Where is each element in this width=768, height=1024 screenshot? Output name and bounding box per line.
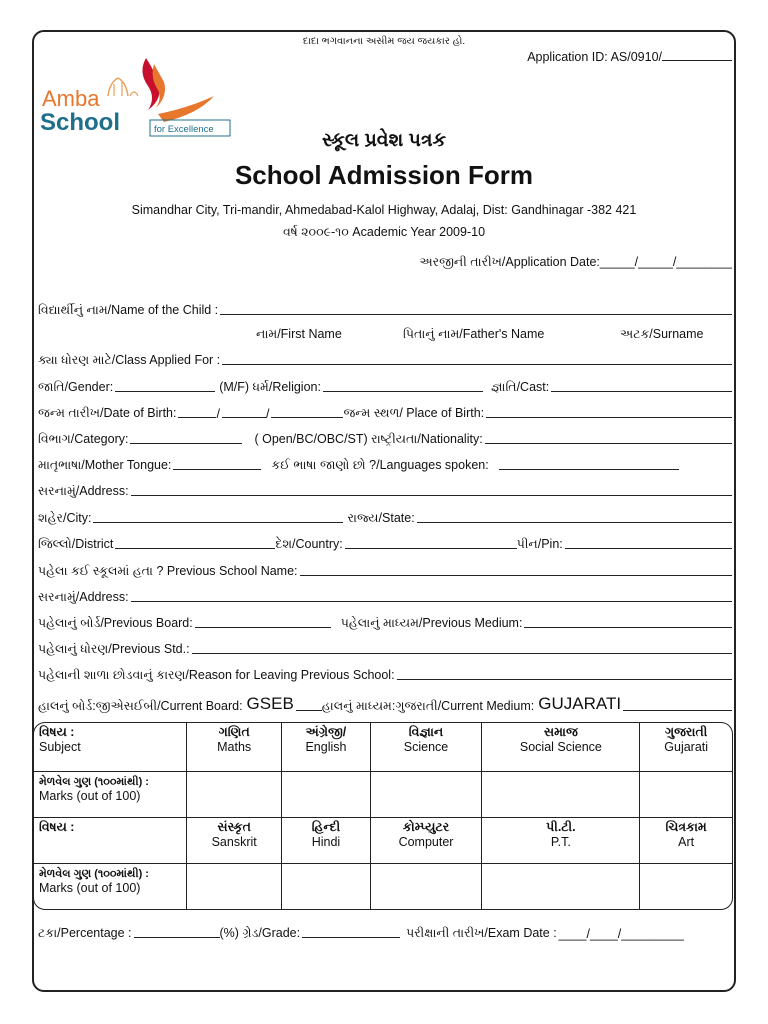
subject-science: વિજ્ઞાન Science: [370, 723, 482, 771]
percentage-input[interactable]: [134, 926, 220, 938]
class-applied-label: ક્યા ધોરણ માટે/Class Applied For :: [38, 353, 221, 367]
reason-leaving-row: [38, 665, 732, 683]
logo-word-amba: Amba: [42, 86, 100, 111]
category-input[interactable]: [130, 432, 242, 444]
place-of-birth-label: જન્મ સ્થળ/ Place of Birth:: [343, 406, 485, 420]
mother-tongue-row: [38, 455, 732, 473]
subject-social-science: સમાજ Social Science: [482, 723, 640, 771]
logo-word-school: School: [40, 109, 121, 136]
child-name-input[interactable]: [220, 303, 732, 315]
class-applied-input[interactable]: [222, 353, 732, 365]
district-input[interactable]: [115, 537, 275, 549]
caste-label: જ્ઞાતિ/Cast:: [490, 380, 550, 394]
marks-computer-input[interactable]: [370, 863, 482, 909]
previous-board-row: [38, 613, 732, 631]
marks-row-1: [34, 771, 732, 817]
marks-label-cell: [34, 771, 187, 817]
subject-sanskrit: સંસ્કૃત Sanskrit: [187, 817, 282, 863]
mother-tongue-input[interactable]: [173, 458, 261, 470]
previous-std-label: પહેલાનું ધોરણ/Previous Std.:: [38, 642, 190, 656]
current-board-value: GSEB: [246, 694, 294, 713]
marks-label-cell-2: [34, 863, 187, 909]
address-row: [38, 481, 732, 499]
district-row: [38, 534, 732, 552]
subject-label-cell: [34, 723, 187, 771]
first-name-caption: નામ/First Name: [256, 327, 342, 341]
application-id[interactable]: [527, 50, 732, 64]
percentage-row: [38, 923, 732, 941]
subject-art: ચિત્રકામ Art: [640, 817, 732, 863]
marks-label-guj: મેળવેલ ગુણ (૧૦૦માંથી) :: [39, 775, 149, 788]
city-row: [38, 508, 732, 526]
city-label: શહેર/City:: [38, 511, 92, 525]
state-input[interactable]: [417, 511, 732, 523]
previous-std-input[interactable]: [192, 642, 732, 654]
marks-sanskrit-input[interactable]: [187, 863, 282, 909]
previous-std-row: [38, 639, 732, 657]
nationality-label: ( Open/BC/OBC/ST) રાષ્ટ્રીયતા/Nationality:: [254, 432, 483, 446]
languages-input[interactable]: [499, 458, 679, 470]
marks-art-input[interactable]: [640, 863, 732, 909]
marks-table: [33, 722, 733, 910]
application-date-field[interactable]: અરજીની તારીખ/Application Date:_____/_____/________: [419, 255, 732, 269]
surname-caption: અટક/Surname: [620, 327, 704, 341]
current-board-label: હાલનું બોર્ડ:જીએસઈબી/Current Board:: [38, 699, 243, 713]
subject-label-cell-2: [34, 817, 187, 863]
mother-tongue-label: માતૃભાષા/Mother Tongue:: [38, 458, 172, 472]
religion-input[interactable]: [323, 380, 483, 392]
reason-leaving-input[interactable]: [397, 668, 732, 680]
marks-science-input[interactable]: [370, 771, 482, 817]
subject-label-en: Subject: [39, 740, 81, 754]
marks-label-en-2: Marks (out of 100): [39, 880, 141, 895]
blessing-text: દાદા ભગવાનના અસીમ જય જયકાર હો.: [302, 36, 466, 47]
current-board-blank[interactable]: [296, 699, 322, 711]
school-address: Simandhar City, Tri-mandir, Ahmedabad-Kalol Highway, Adalaj, Dist: Gandhinagar -382 421: [131, 203, 637, 217]
class-applied-row: [38, 350, 732, 368]
dob-year-input[interactable]: [271, 406, 343, 418]
prev-address-label: સરનામું/Address:: [38, 590, 129, 604]
marks-label-guj-2: મેળવેલ ગુણ (૧૦૦માંથી) :: [39, 867, 149, 880]
pin-input[interactable]: [565, 537, 732, 549]
subject-maths: ગણિત Maths: [187, 723, 282, 771]
subject-hindi: હિન્દી Hindi: [282, 817, 370, 863]
district-label: જિલ્લો/District: [38, 537, 114, 551]
child-name-label: વિદ્યાર્થીનું નામ/Name of the Child :: [38, 303, 219, 317]
current-medium-blank[interactable]: [623, 699, 732, 711]
percentage-label: ટકા/Percentage :: [38, 926, 132, 940]
exam-date-input[interactable]: ____/____/_________: [558, 927, 684, 941]
marks-english-input[interactable]: [282, 771, 370, 817]
title-gujarati: સ્કૂલ પ્રવેશ પત્રક: [322, 130, 446, 151]
previous-school-input[interactable]: [300, 564, 732, 576]
current-medium-label: હાલનું માધ્યમ:ગુજરાતી/Current Medium:: [321, 699, 535, 713]
previous-school-row: [38, 561, 732, 579]
country-input[interactable]: [345, 537, 517, 549]
address-input[interactable]: [131, 484, 732, 496]
prev-address-input[interactable]: [131, 590, 732, 602]
prev-address-row: [38, 587, 732, 605]
dob-day-input[interactable]: [178, 406, 216, 418]
gender-label: જાતિ/Gender:: [38, 380, 114, 394]
subject-pt: પી.ટી. P.T.: [482, 817, 640, 863]
previous-board-input[interactable]: [195, 616, 331, 628]
subject-label-guj: વિષય :: [39, 725, 75, 739]
religion-label: (M/F) ધર્મ/Religion:: [219, 380, 321, 394]
marks-pt-input[interactable]: [482, 863, 640, 909]
grade-label: (%) ગ્રેડ/Grade:: [219, 926, 301, 940]
address-label: સરનામું/Address:: [38, 484, 129, 498]
dob-month-input[interactable]: [222, 406, 266, 418]
subject-label-guj-2: વિષય :: [39, 819, 75, 834]
subject-computer: કોમ્પ્યુટર Computer: [370, 817, 482, 863]
pin-label: પીન/Pin:: [516, 537, 563, 551]
marks-hindi-input[interactable]: [282, 863, 370, 909]
current-medium-value: GUJARATI: [538, 694, 622, 713]
marks-social-science-input[interactable]: [482, 771, 640, 817]
dob-slash-2: /: [265, 407, 270, 421]
previous-medium-input[interactable]: [524, 616, 732, 628]
marks-gujarati-input[interactable]: [640, 771, 732, 817]
previous-medium-label: પહેલાનું માધ્યમ/Previous Medium:: [340, 616, 523, 630]
subject-row-2: [34, 817, 732, 863]
logo-tagline: for Excellence: [154, 124, 214, 135]
marks-row-2: [34, 863, 732, 909]
page-title: School Admission Form: [234, 160, 534, 190]
subject-gujarati: ગુજરાતી Gujarati: [640, 723, 732, 771]
subject-english: અંગ્રેજી/ English: [282, 723, 370, 771]
marks-maths-input[interactable]: [187, 771, 282, 817]
marks-label-en: Marks (out of 100): [39, 788, 141, 803]
languages-label: કઈ ભાષા જાણો છો ?/Languages spoken:: [271, 458, 489, 472]
subject-row-1: [34, 723, 732, 771]
dob-slash-1: /: [216, 407, 220, 421]
country-label: દેશ/Country:: [275, 537, 343, 551]
caste-input[interactable]: [551, 380, 732, 392]
category-row: [38, 429, 732, 447]
gender-row: [38, 377, 732, 395]
academic-year: વર્ષ ૨૦૦૯-૧૦ Academic Year 2009-10: [282, 225, 486, 239]
dob-row: [38, 403, 732, 421]
current-board-row: [38, 694, 732, 714]
gender-input[interactable]: [115, 380, 215, 392]
reason-leaving-label: પહેલાની શાળા છોડવાનું કારણ/Reason for Leaving Previous School:: [38, 668, 395, 682]
fathers-name-caption: પિતાનું નામ/Father's Name: [403, 327, 545, 341]
dob-label: જન્મ તારીખ/Date of Birth:: [38, 406, 177, 420]
city-input[interactable]: [93, 511, 343, 523]
place-of-birth-input[interactable]: [486, 406, 732, 418]
child-name-row: [38, 300, 732, 318]
category-label: વિભાગ/Category:: [38, 432, 129, 446]
exam-date-label: પરીક્ષાની તારીખ/Exam Date :: [406, 926, 557, 940]
state-label: રાજ્ય/State:: [347, 511, 415, 525]
previous-board-label: પહેલાનું બોર્ડ/Previous Board:: [38, 616, 193, 630]
grade-input[interactable]: [302, 926, 400, 938]
nationality-input[interactable]: [485, 432, 732, 444]
application-id-label: Application ID: AS/0910/: [527, 50, 662, 64]
previous-school-label: પહેલા કઈ સ્કૂલમાં હતા ? Previous School Name:: [38, 564, 298, 578]
